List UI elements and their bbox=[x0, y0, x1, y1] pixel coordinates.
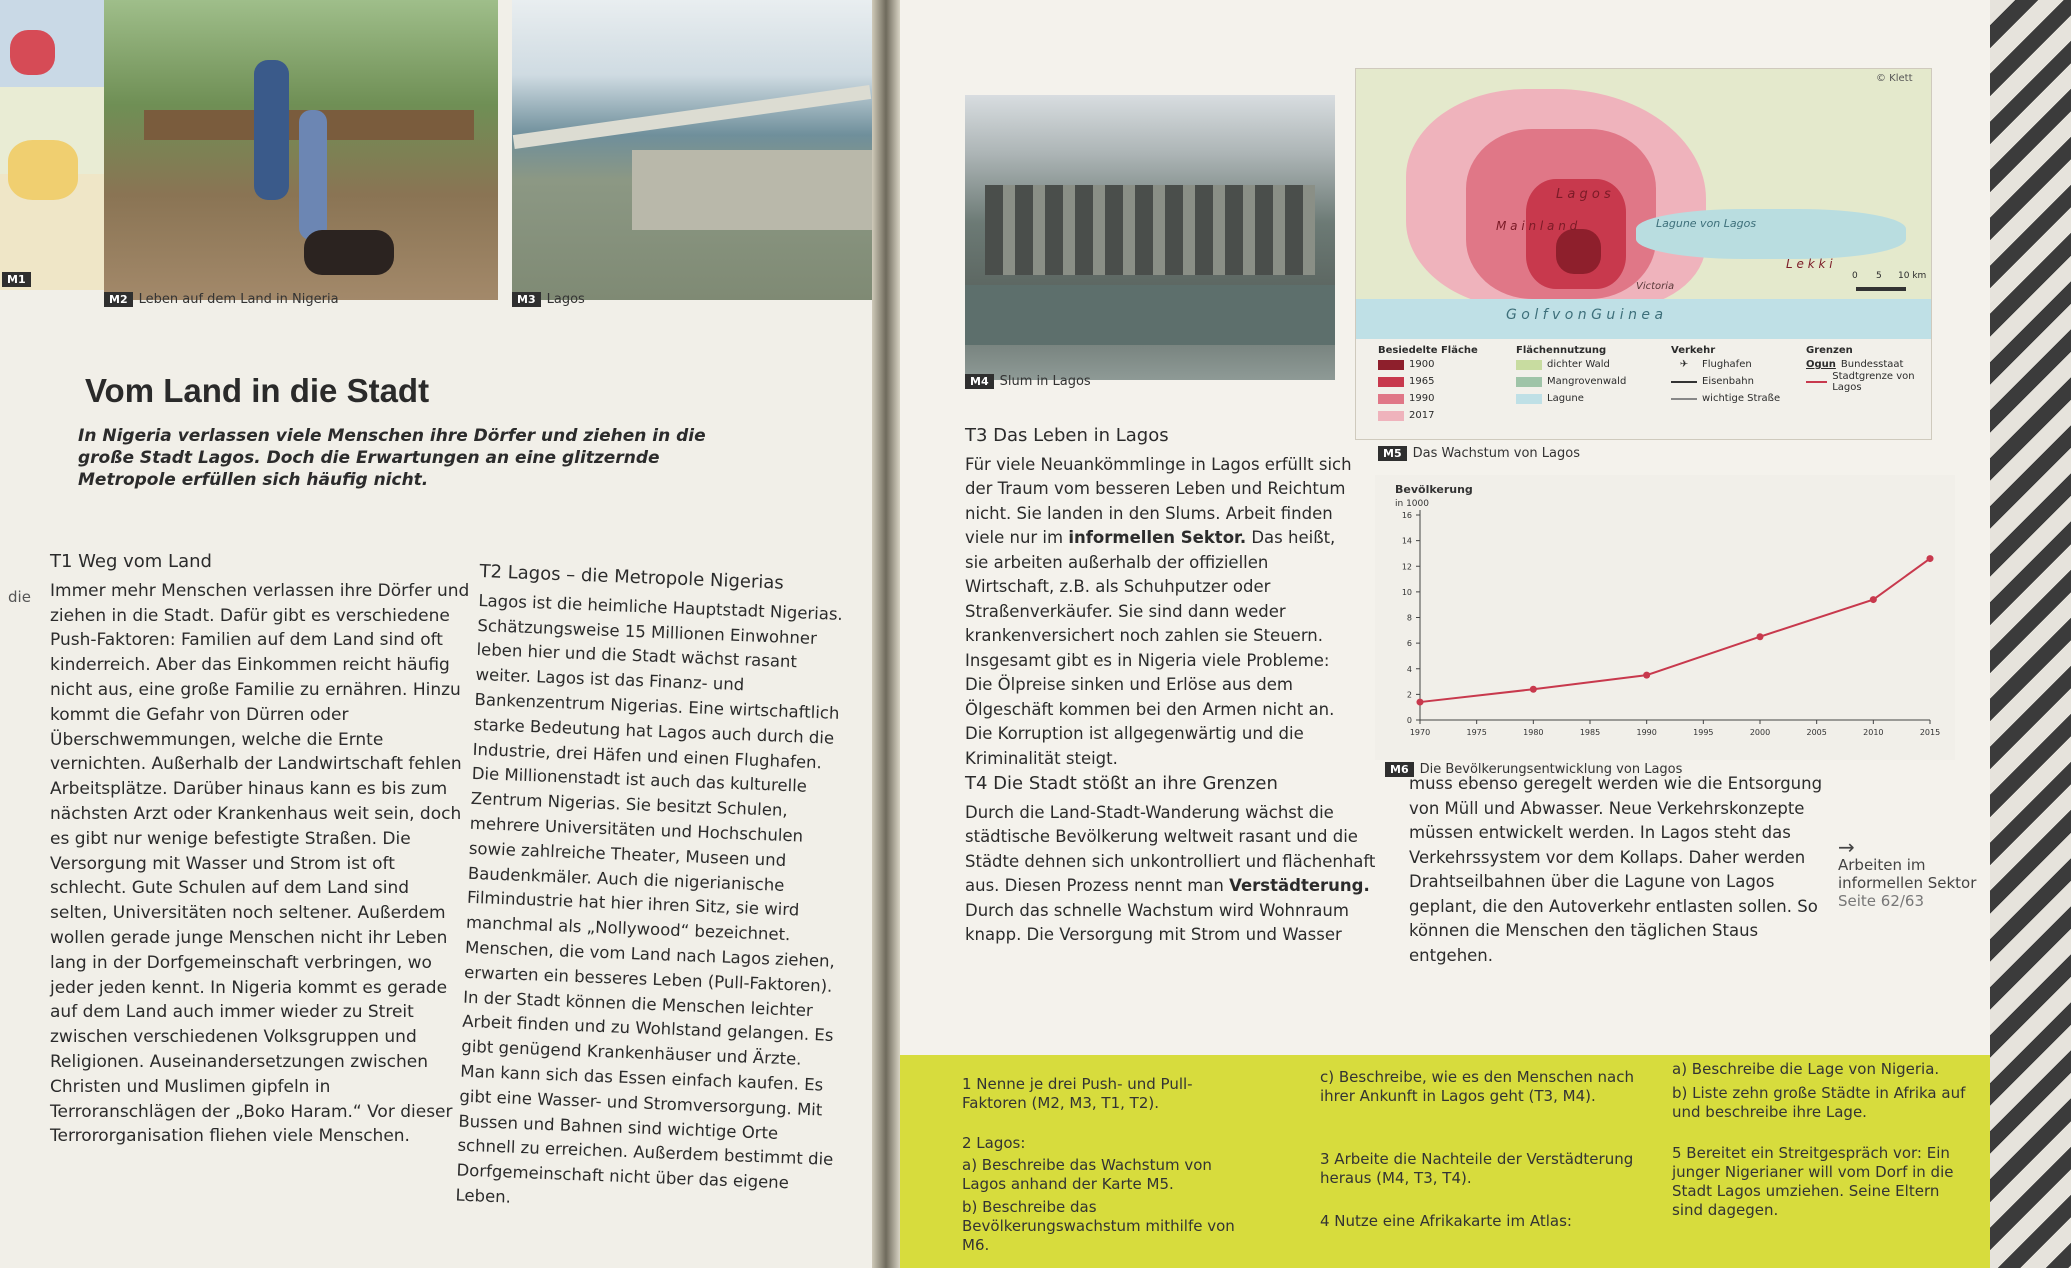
task-4: 4 Nutze eine Afrikakarte im Atlas: bbox=[1320, 1212, 1572, 1230]
t3-text: Für viele Neuankömmlinge in Lagos erfüllt sich der Traum vom besseren Leben und Reichtum nicht. Sie landen in den Slums. Arbeit finden viele nur im informellen Sektor. Das heißt, sie arbeiten außerhalb der offiziellen Wirtschaft, z.B. als Schuhputzer oder Straßenverkäufer. Sie sind dann weder krankenversichert noch zahlen sie Steuern. Insgesamt gibt es in Nigeria viele Probleme: Die Ölpreise sinken und Erlöse aus dem Ölgeschäft kommen bei den Armen nicht an. Die Korruption ist allgegenwärtig und die Kriminalität steigt. bbox=[965, 454, 1352, 768]
y-tick-label: 16 bbox=[1401, 511, 1412, 520]
arrow-icon: → bbox=[1838, 835, 1855, 859]
bridge bbox=[513, 85, 871, 149]
inset-map-tag: M1 bbox=[2, 272, 31, 287]
t2-text: Lagos ist die heimliche Hauptstadt Nigerias. Schätzungsweise 15 Millionen Einwohner leben hier und die Stadt wächst rasant weiter. Lagos ist das Finanz- und Bankenzentrum Nigerias. Eine wirtschaftlich starke Bedeutung hat Lagos auch durch die Industrie, drei Häfen und einen Flughafen. Die Millionenstadt ist auch das kulturelle Zentrum Nigerias. Sie besitzt Schulen, mehrere Universitäten und Hochschulen sowie zahlreiche Theater, Museen und Baudenkmäler. Auch die nigerianische Filmindustrie hat hier ihren Sitz, sie wird manchmal als „Nollywood“ bezeichnet. Menschen, die vom Land nach Lagos ziehen, erwarten ein besseres Leben (Pull-Faktoren). In der Stadt können die Menschen leichter Arbeit finden und zu Wohlstand gelangen. Es gibt genügend Krankenhäuser und Ärzte. Man kann sich das Essen einfach kaufen. Es gibt eine Wasser- und Stromversorgung. Mit Bussen und Bahnen sind wichtige Orte schnell zu erreichen. Außerdem bestimmt die Dorfgemeinschaft nicht über das eigene Leben. bbox=[455, 590, 844, 1207]
x-tick-label: 1970 bbox=[1409, 728, 1431, 737]
population-chart bbox=[1375, 475, 1955, 760]
map-m5 bbox=[1355, 68, 1932, 440]
x-tick-label: 2015 bbox=[1919, 728, 1941, 737]
area-1900 bbox=[1556, 229, 1601, 274]
chart-m6-tag: M6 bbox=[1385, 762, 1414, 777]
data-point bbox=[1530, 686, 1537, 693]
photo-slum bbox=[965, 95, 1335, 380]
task-1: 1 Nenne je drei Push- und Pull-Faktoren (M2, M3, T1, T2). bbox=[962, 1075, 1193, 1112]
y-tick-label: 6 bbox=[1406, 639, 1412, 649]
map-label-mainland: M a i n l a n d bbox=[1496, 219, 1578, 233]
map-label-lagos: L a g o s bbox=[1556, 187, 1611, 202]
map-label-victoria: Victoria bbox=[1636, 281, 1675, 292]
city-blocks bbox=[632, 150, 872, 230]
section-t4 bbox=[965, 772, 1825, 1012]
x-tick-label: 1975 bbox=[1466, 728, 1487, 737]
scale-mid: 5 bbox=[1876, 271, 1882, 281]
data-point bbox=[1757, 633, 1764, 640]
nigeria-shape bbox=[8, 140, 78, 200]
legend-row: Eisenbahn bbox=[1671, 373, 1801, 390]
y-tick-label: 10 bbox=[1401, 587, 1412, 597]
goat-figure bbox=[304, 230, 394, 275]
photo-m2-caption: M2 Leben auf dem Land in Nigeria bbox=[104, 292, 339, 307]
legend-row: wichtige Straße bbox=[1671, 390, 1801, 407]
background-fabric bbox=[1990, 0, 2071, 1268]
side-note[interactable] bbox=[1838, 835, 1988, 910]
legend-row: 2017 bbox=[1378, 407, 1508, 424]
y-axis-label: in 1000 bbox=[1395, 499, 1429, 509]
x-tick-label: 2000 bbox=[1749, 728, 1771, 737]
task-4b: b) Liste zehn große Städte in Afrika auf und beschreibe ihre Lage. bbox=[1672, 1084, 1966, 1121]
legend-verkehr: Verkehr ✈ Flughafen Eisenbahn wichtige Straße bbox=[1671, 345, 1801, 407]
photo-m3-tag: M3 bbox=[512, 292, 541, 307]
legend-grenzen: Grenzen Ogun Bundesstaat Stadtgrenze von Lagos bbox=[1806, 345, 1926, 390]
photo-m4-caption: M4 Slum in Lagos bbox=[965, 374, 1091, 389]
legend-row: Stadtgrenze von Lagos bbox=[1806, 373, 1926, 390]
intro-text: In Nigeria verlassen viele Menschen ihre Dörfer und ziehen in die große Stadt Lagos. Doch die Erwartungen an eine glitzernde Metropole erfüllen sich häufig nicht. bbox=[78, 426, 706, 490]
task-2c: c) Beschreibe, wie es den Menschen nach ihrer Ankunft in Lagos geht (T3, M4). bbox=[1320, 1068, 1634, 1105]
x-tick-label: 1985 bbox=[1579, 728, 1601, 737]
map-label-lekki: L e k k i bbox=[1786, 257, 1833, 271]
y-tick-label: 0 bbox=[1406, 716, 1412, 725]
legend-row: Ogun Bundesstaat bbox=[1806, 359, 1904, 370]
x-tick-label: 2010 bbox=[1863, 728, 1884, 737]
legend-row: ✈ Flughafen bbox=[1679, 359, 1752, 370]
section-t2 bbox=[455, 560, 860, 1223]
map-m5-caption: M5 Das Wachstum von Lagos bbox=[1378, 446, 1580, 461]
page-title: Vom Land in die Stadt bbox=[85, 372, 430, 409]
map-label-golf: G o l f v o n G u i n e a bbox=[1506, 307, 1664, 323]
legend-row: 1965 bbox=[1378, 373, 1508, 390]
person-figure bbox=[254, 60, 289, 200]
t2-heading: T2 Lagos – die Metropole Nigerias bbox=[479, 560, 785, 594]
t3-heading: T3 Das Leben in Lagos bbox=[965, 425, 1169, 446]
y-tick-label: 12 bbox=[1401, 562, 1412, 572]
task-2b: b) Beschreibe das Bevölkerungswachstum mithilfe von M6. bbox=[962, 1198, 1235, 1254]
chart-m6 bbox=[1375, 475, 1955, 760]
legend-row: 1990 bbox=[1378, 390, 1508, 407]
map-highlight-shape bbox=[10, 30, 55, 75]
chart-m6-caption: M6 Die Bevölkerungsentwicklung von Lagos bbox=[1385, 762, 1682, 777]
y-tick-label: 14 bbox=[1401, 536, 1412, 546]
inset-map-nigeria bbox=[0, 0, 104, 290]
legend-row: 1900 bbox=[1378, 356, 1508, 373]
photo-lagos-aerial bbox=[512, 0, 872, 300]
scale-zero: 0 bbox=[1852, 271, 1858, 281]
side-note-page: Seite 62/63 bbox=[1838, 892, 1925, 910]
legend-row: Lagune bbox=[1516, 390, 1666, 407]
map-copyright: © Klett bbox=[1876, 73, 1913, 84]
t1-heading: T1 Weg vom Land bbox=[50, 551, 212, 572]
photo-m2-tag: M2 bbox=[104, 292, 133, 307]
x-tick-label: 2005 bbox=[1806, 728, 1827, 737]
data-point bbox=[1643, 672, 1650, 679]
child-figure bbox=[299, 110, 327, 240]
lagoon-water bbox=[965, 285, 1335, 345]
map-m5-tag: M5 bbox=[1378, 446, 1407, 461]
t4-heading: T4 Die Stadt stößt an ihre Grenzen bbox=[965, 773, 1278, 794]
photo-m4-tag: M4 bbox=[965, 374, 994, 389]
task-3: 3 Arbeite die Nachteile der Verstädterung heraus (M4, T3, T4). bbox=[1320, 1150, 1634, 1187]
photo-rural-life bbox=[104, 0, 498, 300]
photo-m3-caption: M3 Lagos bbox=[512, 292, 585, 307]
scale-label: 10 km bbox=[1898, 271, 1927, 281]
section-t1 bbox=[50, 550, 470, 1149]
x-tick-label: 1980 bbox=[1523, 728, 1544, 737]
legend-nutzung: Flächennutzung dichter Wald Mangrovenwald Lagune bbox=[1516, 345, 1666, 407]
margin-note: die bbox=[8, 588, 31, 606]
map-label-lagune: Lagune von Lagos bbox=[1656, 217, 1757, 230]
task-2: 2 Lagos: bbox=[962, 1134, 1026, 1152]
stilt-houses bbox=[985, 185, 1315, 275]
task-5: 5 Bereitet ein Streitgespräch vor: Ein junger Nigerianer will vom Dorf in die Stadt Lagos umziehen. Seine Eltern sind dagegen. bbox=[1672, 1144, 1954, 1219]
section-t3 bbox=[965, 424, 1355, 771]
legend-row: Mangrovenwald bbox=[1516, 373, 1666, 390]
x-tick-label: 1990 bbox=[1636, 728, 1657, 737]
x-tick-label: 1995 bbox=[1693, 728, 1714, 737]
scale-bar bbox=[1856, 287, 1906, 291]
task-4a: a) Beschreibe die Lage von Nigeria. bbox=[1672, 1060, 1940, 1078]
task-2a: a) Beschreibe das Wachstum von Lagos anhand der Karte M5. bbox=[962, 1156, 1212, 1193]
data-point bbox=[1870, 596, 1877, 603]
book-gutter bbox=[872, 0, 900, 1268]
y-tick-label: 2 bbox=[1406, 690, 1412, 700]
data-point bbox=[1927, 555, 1934, 562]
side-note-text: Arbeiten im informellen Sektor bbox=[1838, 856, 1977, 892]
legend-row: dichter Wald bbox=[1516, 356, 1666, 373]
data-point bbox=[1417, 699, 1424, 706]
y-tick-label: 4 bbox=[1406, 664, 1412, 674]
series-line bbox=[1420, 559, 1930, 703]
y-tick-label: 8 bbox=[1406, 613, 1412, 623]
chart-title: Bevölkerung bbox=[1395, 483, 1473, 496]
legend-besiedelt: Besiedelte Fläche 1900 1965 1990 2017 bbox=[1378, 345, 1508, 424]
t1-text: Immer mehr Menschen verlassen ihre Dörfer und ziehen in die Stadt. Dafür gibt es verschiedene Push-Faktoren: Familien auf dem Land sind oft kinderreich. Aber das Einkommen reicht häufig nicht aus, eine große Familie zu ernähren. Hinzu kommt die Gefahr von Dürren oder Überschwemmungen, welche die Ernte vernichten. Außerhalb der Landwirtschaft fehlen Arbeitsplätze. Darüber hinaus kann es bis zum nächsten Arzt oder Krankenhaus weit sein, doch es gibt nur wenige befestigte Straßen. Die Versorgung mit Wasser und Strom ist oft schlecht. Gute Schulen auf dem Land sind selten, Universitäten noch seltener. Außerdem wollen gerade junge Menschen nicht ihr Leben lang in der Dorfgemeinschaft verbringen, wo jeder jeden kennt. In Nigeria kommt es gerade auf dem Land auch immer wieder zu Streit zwischen verschiedenen Volksgruppen und Religionen. Auseinandersetzungen zwischen Christen und Muslimen gipfeln in Terroranschlägen der „Boko Haram.“ Vor dieser Terrororganisation fliehen viele Menschen. bbox=[50, 580, 470, 1147]
t4-text: Durch die Land-Stadt-Wanderung wächst die städtische Bevölkerung weltweit rasant und die Städte dehnen sich unkontrolliert und flächenhaft aus. Diesen Prozess nennt man Verstädterung. Durch das schnelle Wachstum wird Wohnraum knapp. Die Versorgung mit Strom und Wasser muss ebenso geregelt werden wie die Entsorgung von Müll und Abwasser. Neue Verkehrskonzepte müssen entwickelt werden. In Lagos steht das Verkehrssystem vor dem Kollaps. Daher werden Drahtseilbahnen über die Lagune von Lagos geplant, die den Autoverkehr entlasten sollen. So können die Menschen den täglichen Staus entgehen. bbox=[965, 774, 1823, 965]
